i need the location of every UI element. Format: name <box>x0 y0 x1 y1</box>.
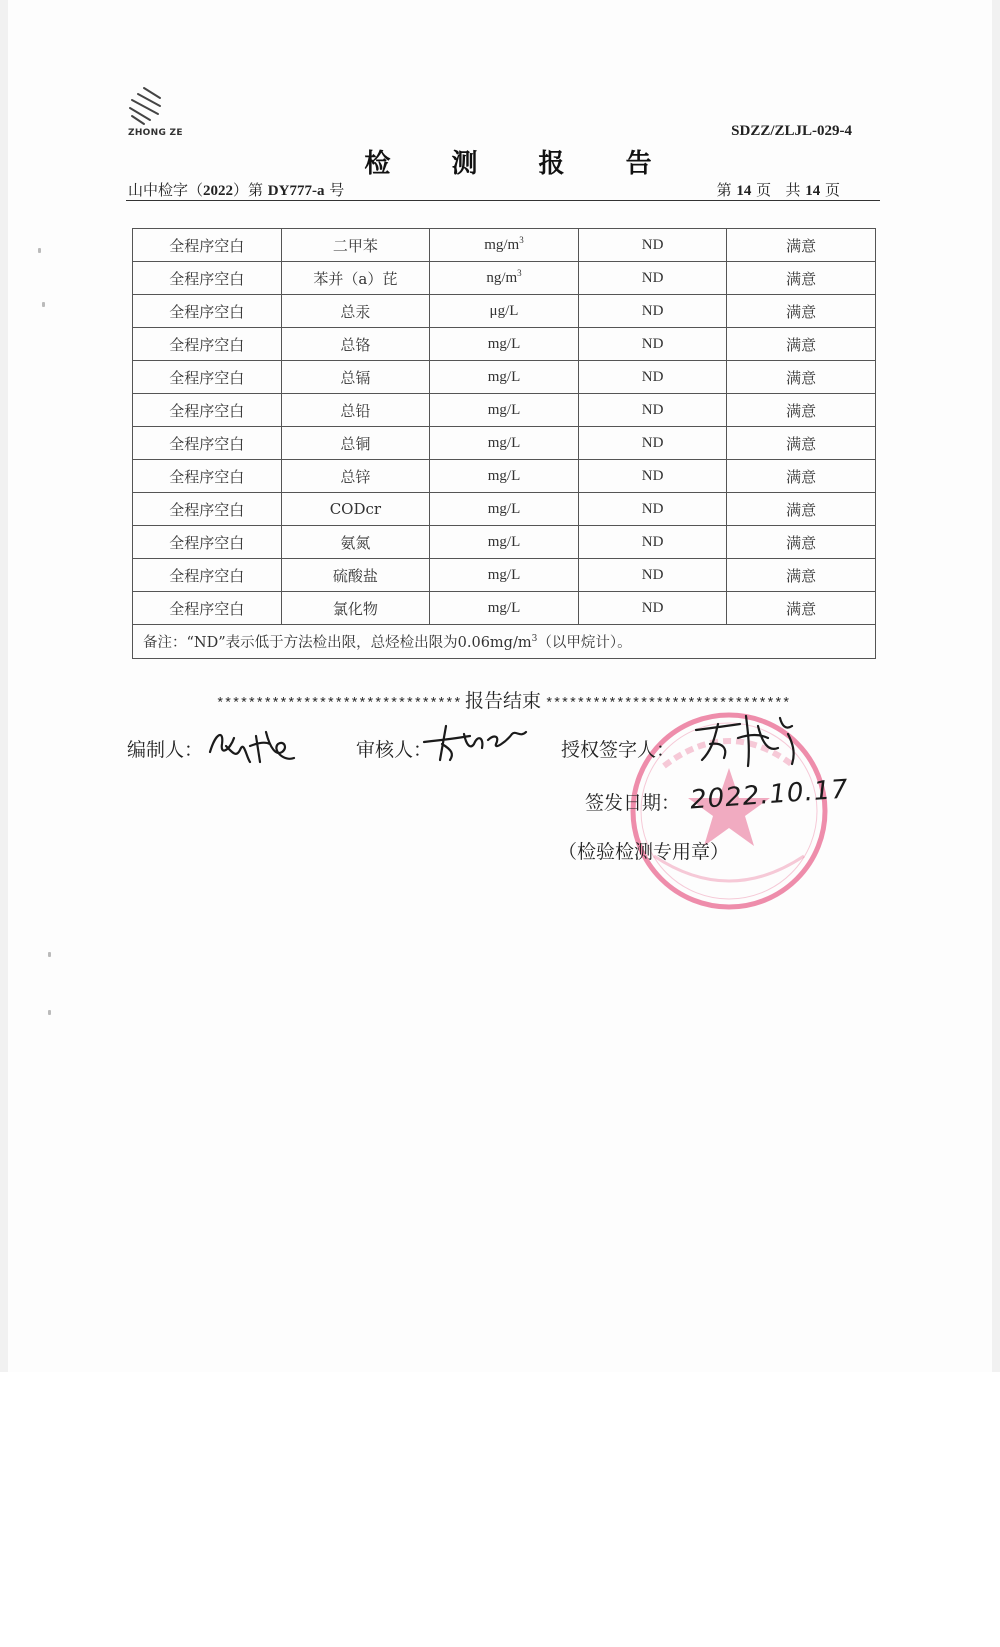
unit-cell: mg/L <box>430 493 579 526</box>
sample-type-cell: 全程序空白 <box>133 394 282 427</box>
evaluation-cell: 满意 <box>727 328 876 361</box>
results-table <box>132 228 876 659</box>
report-end-text: 报告结束 <box>464 690 541 712</box>
test-item-cell: 二甲苯 <box>281 229 430 262</box>
table-row <box>133 460 876 493</box>
signatory-label: 授权签字人： <box>561 739 676 761</box>
table-row <box>133 394 876 427</box>
unit-cell: mg/L <box>430 460 579 493</box>
evaluation-cell: 满意 <box>727 361 876 394</box>
compiler-label: 编制人： <box>127 739 204 761</box>
header-divider <box>126 200 880 201</box>
result-cell: ND <box>578 262 727 295</box>
scan-speck <box>48 952 51 957</box>
table-note-row <box>133 625 876 659</box>
scan-speck <box>48 1010 51 1015</box>
blank-area <box>0 1372 1000 1647</box>
test-item-cell: 氨氮 <box>281 526 430 559</box>
test-item-cell: 总铬 <box>281 328 430 361</box>
sample-type-cell: 全程序空白 <box>133 592 282 625</box>
test-item-cell: 总铜 <box>281 427 430 460</box>
compiler-signature <box>206 722 298 770</box>
report-end-line: ******************************* 报告结束 ******************************* <box>216 690 790 712</box>
result-cell: ND <box>578 328 727 361</box>
table-note: 备注：“ND”表示低于方法检出限，总烃检出限为$0.06mg/m^3$（以甲烷计）。 <box>133 625 876 659</box>
table-row <box>133 262 876 295</box>
evaluation-cell: 满意 <box>727 493 876 526</box>
unit-cell: mg/L <box>430 361 579 394</box>
issue-date-handwritten: 2022.10.17 <box>689 774 850 816</box>
result-cell: ND <box>578 427 727 460</box>
test-item-cell: 苯并（a）芘 <box>281 262 430 295</box>
evaluation-cell: 满意 <box>727 262 876 295</box>
test-item-cell: 硫酸盐 <box>281 559 430 592</box>
test-item-cell: 总锌 <box>281 460 430 493</box>
signatory-signature <box>688 708 808 772</box>
unit-cell: mg/L <box>430 592 579 625</box>
test-item-cell: CODcr <box>281 493 430 526</box>
unit-cell: mg/L <box>430 559 579 592</box>
scan-speck <box>42 302 45 307</box>
sample-type-cell: 全程序空白 <box>133 328 282 361</box>
table-row <box>133 427 876 460</box>
logo-text: ZHONG ZE <box>128 128 183 138</box>
sample-type-cell: 全程序空白 <box>133 559 282 592</box>
scan-speck <box>38 248 41 253</box>
result-cell: ND <box>578 559 727 592</box>
evaluation-cell: 满意 <box>727 427 876 460</box>
evaluation-cell: 满意 <box>727 460 876 493</box>
result-cell: ND <box>578 229 727 262</box>
sample-type-cell: 全程序空白 <box>133 295 282 328</box>
page-title: 检 测 报 告 <box>364 149 678 179</box>
evaluation-cell: 满意 <box>727 229 876 262</box>
unit-cell: $mg/m^3$ <box>430 229 579 262</box>
evaluation-cell: 满意 <box>727 559 876 592</box>
table-row <box>133 229 876 262</box>
sample-type-cell: 全程序空白 <box>133 427 282 460</box>
reviewer-signature <box>422 720 530 766</box>
sample-type-cell: 全程序空白 <box>133 361 282 394</box>
result-cell: ND <box>578 493 727 526</box>
evaluation-cell: 满意 <box>727 295 876 328</box>
reviewer-label: 审核人： <box>356 739 433 761</box>
evaluation-cell: 满意 <box>727 592 876 625</box>
test-item-cell: 氯化物 <box>281 592 430 625</box>
unit-cell: mg/L <box>430 526 579 559</box>
evaluation-cell: 满意 <box>727 526 876 559</box>
report-number: 山中检字（2022）第 DY777-a 号 <box>128 181 345 199</box>
document-code: SDZZ/ZLJL-029-4 <box>731 123 852 139</box>
result-cell: ND <box>578 394 727 427</box>
table-row <box>133 328 876 361</box>
unit-cell: mg/L <box>430 328 579 361</box>
table-row <box>133 361 876 394</box>
test-item-cell: 总镉 <box>281 361 430 394</box>
sample-type-cell: 全程序空白 <box>133 262 282 295</box>
unit-cell: mg/L <box>430 427 579 460</box>
sample-type-cell: 全程序空白 <box>133 229 282 262</box>
page-indicator: 第 14 页 共 14 页 <box>716 181 840 199</box>
result-cell: ND <box>578 361 727 394</box>
test-item-cell: 总汞 <box>281 295 430 328</box>
table-row <box>133 592 876 625</box>
unit-cell: μg/L <box>430 295 579 328</box>
result-cell: ND <box>578 592 727 625</box>
table-row <box>133 526 876 559</box>
result-cell: ND <box>578 460 727 493</box>
unit-cell: mg/L <box>430 394 579 427</box>
table-row <box>133 559 876 592</box>
unit-cell: $ng/m^3$ <box>430 262 579 295</box>
result-cell: ND <box>578 526 727 559</box>
evaluation-cell: 满意 <box>727 394 876 427</box>
sample-type-cell: 全程序空白 <box>133 460 282 493</box>
result-cell: ND <box>578 295 727 328</box>
table-row <box>133 493 876 526</box>
sample-type-cell: 全程序空白 <box>133 493 282 526</box>
issue-date-label: 签发日期： <box>585 792 681 814</box>
sample-type-cell: 全程序空白 <box>133 526 282 559</box>
table-row <box>133 295 876 328</box>
seal-caption: （检验检测专用章） <box>558 841 730 863</box>
test-item-cell: 总铅 <box>281 394 430 427</box>
